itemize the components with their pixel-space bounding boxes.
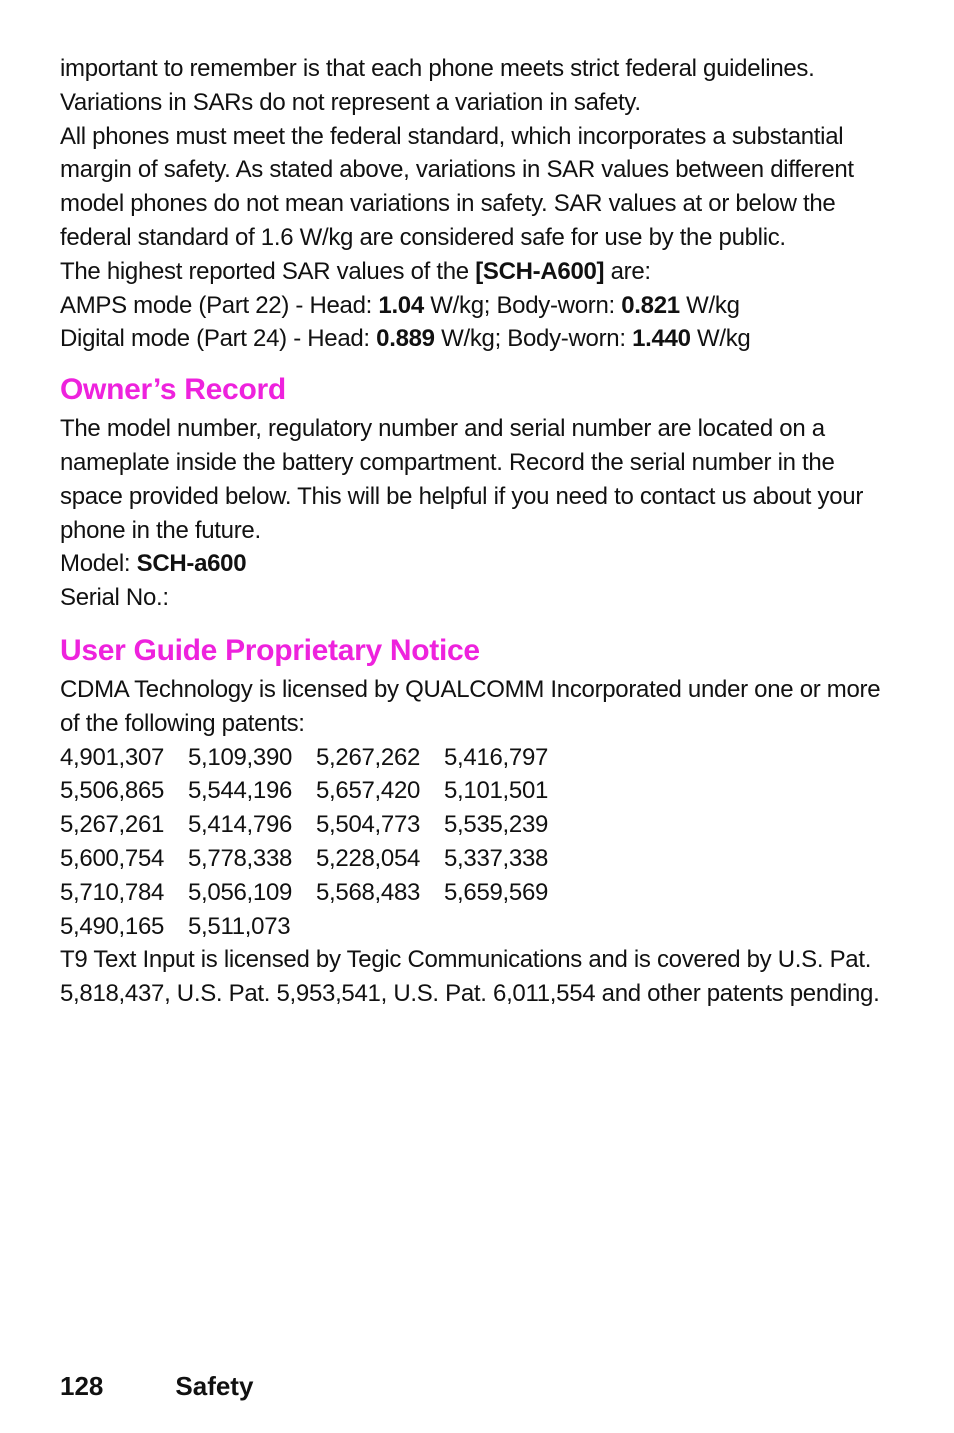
patent-number: 5,659,569 — [444, 878, 549, 906]
sar-para2: All phones must meet the federal standard, which incorporates a substantial margin of safety. As stated above, variations in SAR values between different model phones do not mean variations in safety. SAR values at or below the federal standard of 1.6 W/kg are considered safe for use by the public. — [60, 122, 854, 251]
patent-number: 5,337,338 — [444, 844, 549, 872]
sar-highest-suffix: are: — [604, 257, 651, 285]
sar-amps-mid: W/kg; Body-worn: — [423, 291, 622, 319]
sar-para1-line1: important to remember is that each phone meets strict federal guidelines. — [60, 55, 815, 82]
t9-notice: T9 Text Input is licensed by Tegic Communications and is covered by U.S. Pat. 5,818,437, U.S. Pat. 5,953,541, U.S. Pat. 6,011,554 and other patents pending. — [60, 946, 880, 1008]
section-name: Safety — [175, 1371, 254, 1401]
sar-amps-unit: W/kg — [679, 291, 740, 319]
notice-intro: CDMA Technology is licensed by QUALCOMM Incorporated under one or more of the following patents: — [60, 675, 881, 737]
proprietary-notice-heading: User Guide Proprietary Notice — [60, 633, 480, 667]
sar-amps-head: 1.04 — [378, 291, 424, 319]
patent-number: 5,101,501 — [444, 777, 549, 805]
sar-digital-body: 1.440 — [632, 325, 691, 353]
sar-amps-body: 0.821 — [621, 291, 680, 319]
model-label: Model: — [60, 550, 137, 578]
page-number: 128 — [60, 1371, 104, 1401]
sar-para1-line2: Variations in SARs do not represent a variation in safety. — [60, 88, 641, 116]
patent-number: 4,901,307 — [60, 743, 165, 771]
patent-number: 5,544,196 — [188, 777, 293, 805]
patent-number: 5,267,262 — [316, 743, 421, 771]
owners-record-body: The model number, regulatory number and serial number are located on a nameplate inside the battery compartment. Record the serial number in the space provided below. This will be helpful if you need to contact us about your phone in the future. — [60, 415, 864, 544]
patent-number: 5,568,483 — [316, 878, 421, 906]
patent-list — [60, 741, 890, 944]
owners-record-heading: Owner’s Record — [60, 373, 286, 407]
patent-number: 5,504,773 — [316, 811, 421, 839]
patent-number: 5,228,054 — [316, 844, 421, 872]
model-value: SCH-a600 — [136, 550, 247, 578]
sar-highest-line — [60, 255, 890, 289]
patent-number: 5,506,865 — [60, 777, 165, 805]
patent-number: 5,490,165 — [60, 912, 165, 940]
sar-digital-mid: W/kg; Body-worn: — [434, 325, 633, 353]
sar-digital-unit: W/kg — [690, 325, 751, 353]
serial-label: Serial No.: — [60, 584, 169, 612]
model-line — [60, 547, 890, 581]
sar-digital-prefix: Digital mode (Part 24) - Head: — [60, 325, 377, 353]
patent-number: 5,535,239 — [444, 811, 549, 839]
patent-number: 5,416,797 — [444, 743, 549, 771]
sar-amps-line — [60, 289, 890, 323]
patent-number: 5,511,073 — [188, 912, 291, 940]
patent-number: 5,267,261 — [60, 811, 165, 839]
sar-model-bracket: [SCH-A600] — [475, 257, 605, 285]
patent-number: 5,109,390 — [188, 743, 293, 771]
patent-number: 5,710,784 — [60, 878, 165, 906]
patent-number: 5,414,796 — [188, 811, 293, 839]
page-footer — [60, 1370, 253, 1402]
patent-number: 5,778,338 — [188, 844, 293, 872]
sar-amps-prefix: AMPS mode (Part 22) - Head: — [60, 291, 379, 319]
patent-number: 5,600,754 — [60, 844, 165, 872]
sar-digital-head: 0.889 — [376, 325, 435, 353]
sar-digital-line — [60, 322, 890, 356]
patent-number: 5,657,420 — [316, 777, 421, 805]
page-content — [60, 52, 890, 1011]
sar-highest-prefix: The highest reported SAR values of the — [60, 257, 476, 285]
patent-number: 5,056,109 — [188, 878, 293, 906]
